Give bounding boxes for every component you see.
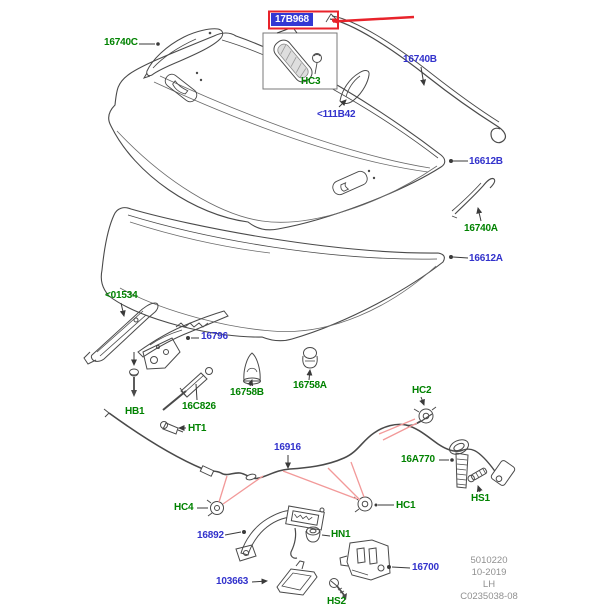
part-label-16892[interactable]: 16892 xyxy=(197,530,224,541)
clip-HC4 xyxy=(207,500,224,516)
part-label-16758a[interactable]: 16758A xyxy=(293,380,327,391)
drawing-revision: C0235038-08 xyxy=(460,591,518,602)
striker-plate-103663 xyxy=(277,561,317,595)
part-label-16796[interactable]: 16796 xyxy=(201,331,228,342)
part-label-16740b[interactable]: 16740B xyxy=(403,54,437,65)
part-label-16758b[interactable]: 16758B xyxy=(230,387,264,398)
vent-part-17B968 xyxy=(263,33,337,89)
part-label-16740a[interactable]: 16740A xyxy=(464,223,498,234)
part-label-hc1[interactable]: HC1 xyxy=(396,500,416,511)
drawing-date: 10-2019 xyxy=(471,567,507,578)
part-label-16916[interactable]: 16916 xyxy=(274,442,301,453)
part-label-hc4[interactable]: HC4 xyxy=(174,502,194,513)
part-label-16740c[interactable]: 16740C xyxy=(104,37,138,48)
cable-actuator xyxy=(490,459,516,486)
part-label-16612a[interactable]: 16612A xyxy=(469,253,503,264)
part-label-16612b[interactable]: 16612B xyxy=(469,156,503,167)
part-label-hs2[interactable]: HS2 xyxy=(327,596,346,607)
bracket-16892 xyxy=(236,506,324,561)
part-label-ht1[interactable]: HT1 xyxy=(188,423,207,434)
bracket-111B42 xyxy=(340,71,369,104)
part-label-16c826[interactable]: 16C826 xyxy=(182,401,216,412)
pink-leader-lines xyxy=(219,419,417,504)
part-label-hc3[interactable]: HC3 xyxy=(301,76,321,87)
label-leader-lines xyxy=(121,29,481,582)
part-label-hc2[interactable]: HC2 xyxy=(412,385,432,396)
seal-strip-16740A xyxy=(452,178,495,218)
part-label-hn1[interactable]: HN1 xyxy=(331,529,351,540)
weatherstrip-16740B xyxy=(326,14,505,143)
latch-16700 xyxy=(340,540,390,580)
part-label-01534[interactable]: <01534 xyxy=(105,290,138,301)
part-label-hb1[interactable]: HB1 xyxy=(125,406,145,417)
bumper-16758A xyxy=(303,348,317,369)
hood-panel-lower xyxy=(101,208,444,341)
selected-part-label[interactable]: 17B968 xyxy=(271,13,313,26)
drawing-side: LH xyxy=(482,579,496,590)
drawing-info xyxy=(430,555,548,603)
part-label-111b42[interactable]: <111B42 xyxy=(317,109,356,120)
part-label-16a770[interactable]: 16A770 xyxy=(401,454,435,465)
clip-HC2 xyxy=(414,407,436,424)
bolt-HB1 xyxy=(130,369,139,397)
part-label-16700[interactable]: 16700 xyxy=(412,562,439,573)
part-label-hs1[interactable]: HS1 xyxy=(471,493,490,504)
bolt-HS1 xyxy=(467,467,488,483)
drawing-number: 5010220 xyxy=(470,555,508,566)
bumper-16758B xyxy=(244,353,261,384)
release-handle-16A770 xyxy=(447,437,471,488)
part-label-103663[interactable]: 103663 xyxy=(216,576,249,587)
seal-strip-16740C xyxy=(144,29,223,78)
